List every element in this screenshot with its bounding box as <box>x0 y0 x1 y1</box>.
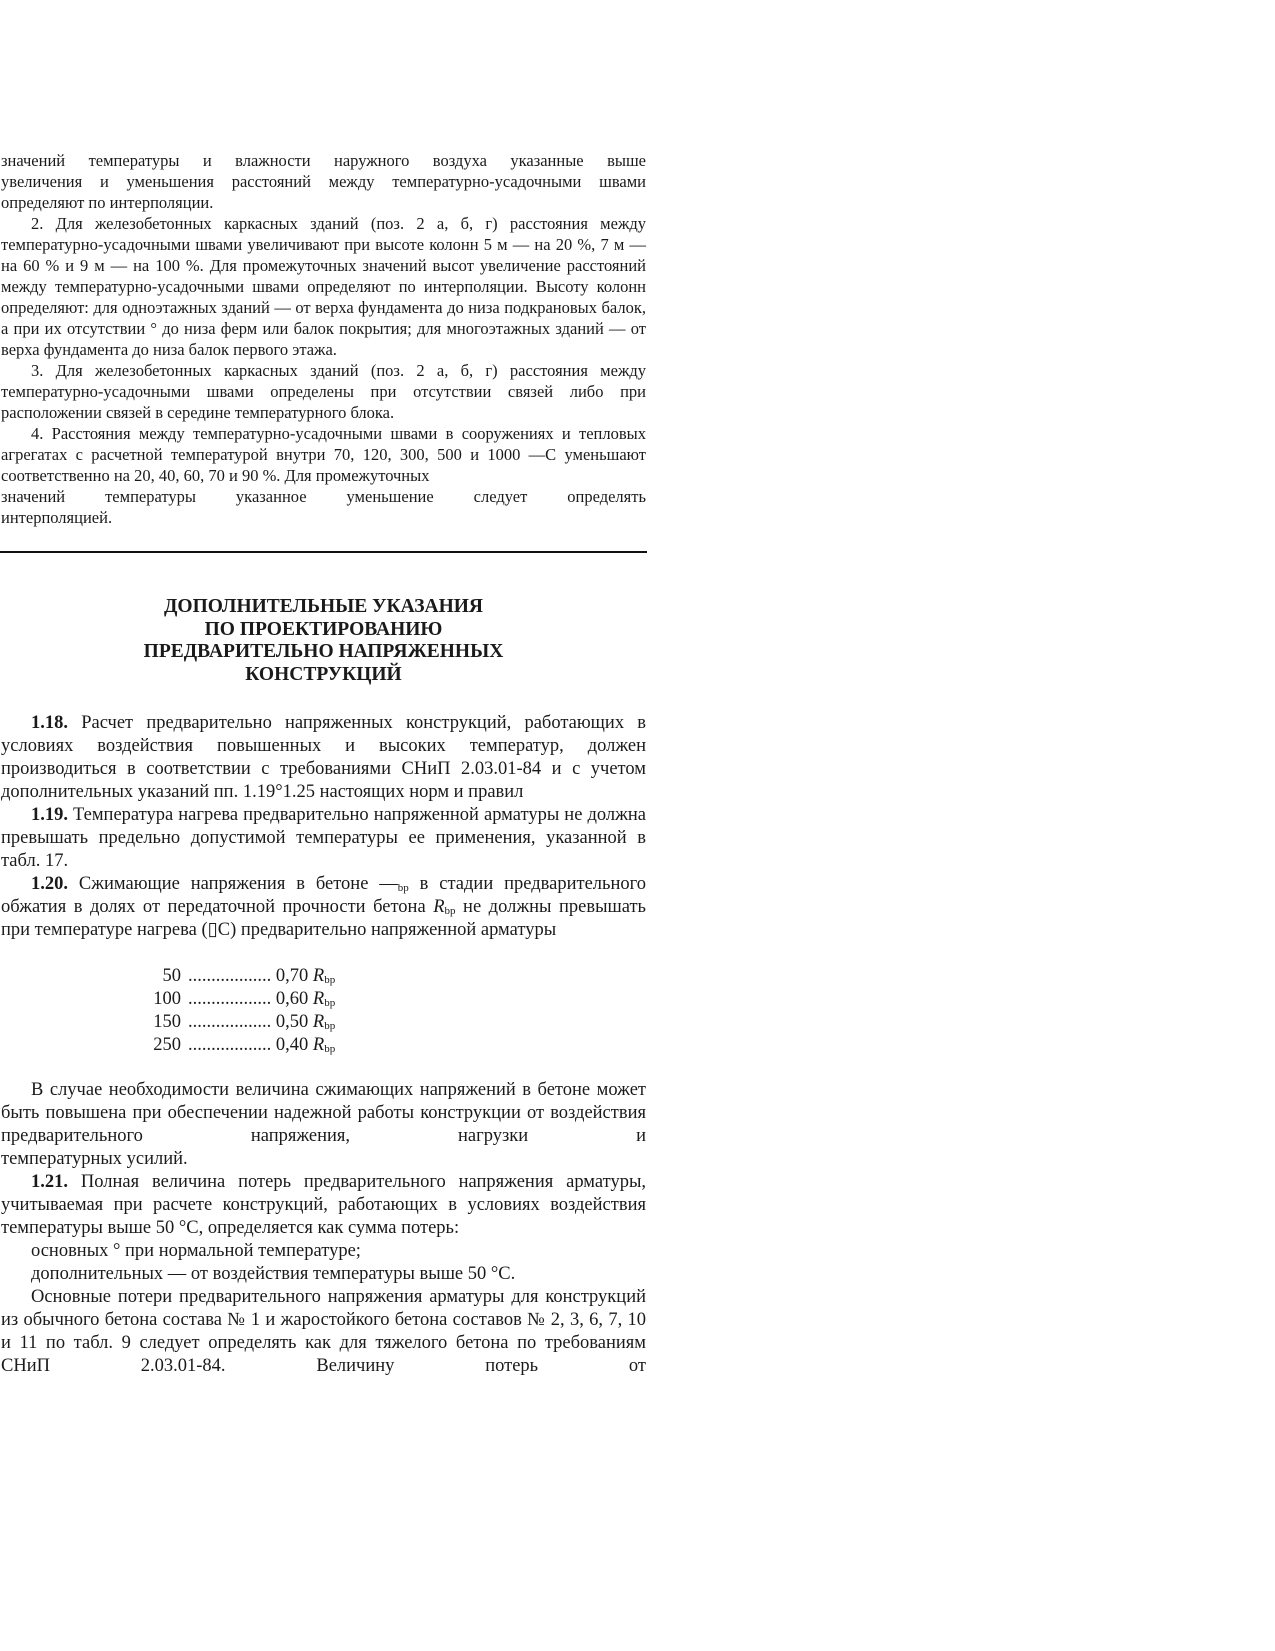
paragraph: температурных усилий. <box>1 1149 188 1169</box>
note-continuation: значений температуры и влажности наружного воздуха указанные выше <box>1 151 646 170</box>
clause-1-18 <box>1 712 646 804</box>
note-continuation: увеличения и уменьшения расстояний между температурно-усадочными швами определяют по интерполяции. <box>1 172 646 212</box>
clause-text: в стадии предварительного обжатия в долях от передаточной прочности бетона <box>1 874 646 917</box>
table-notes <box>1 150 646 528</box>
clause-1-19 <box>1 804 646 873</box>
clause-number: 1.21. <box>31 1172 68 1192</box>
clause-1-20 <box>1 873 646 942</box>
main-text <box>1 712 646 1378</box>
clause-text: Расчет предварительно напряженных конструкций, работающих в условиях воздействия повышенных и высоких температур, должен производиться в соответствии с требованиями СНиП 2.03.01-84 и с учетом дополнительных указаний пп. 1.19°1.25 настоящих норм и правил <box>1 713 646 802</box>
list-item: 150 .................. 0,50 $R_{bp}$ <box>153 1012 336 1032</box>
divider <box>0 551 647 553</box>
list-item: 100 .................. 0,60 $R_{bp}$ <box>153 989 336 1009</box>
clause-number: 1.20. <box>31 874 68 894</box>
list-item: дополнительных — от воздействия температуры выше 50 °С. <box>31 1264 516 1284</box>
note-4: значений температуры указанное уменьшение следует определять <box>1 487 646 506</box>
paragraph: Основные потери предварительного напряжения арматуры для конструкций из обычного бетона состава № 1 и жаростойкого бетона составов № 2, 3, 6, 7, 10 и 11 по табл. 9 следует определять как для тяжелого бетона по требованиям СНиП 2.03.01-84. Величину потерь от <box>1 1287 646 1376</box>
heading-line: КОНСТРУКЦИЙ <box>245 663 402 685</box>
note-3: 3. Для железобетонных каркасных зданий (поз. 2 а, б, г) расстояния между температурно-усадочными швами определены при отсутствии связей либо при расположении связей в середине температурного блока. <box>1 361 646 422</box>
note-4: 4. Расстояния между температурно-усадочными швами в сооружениях и тепловых агрегатах с расчетной температурой внутри 70, 120, 300, 500 и 1000 —С уменьшают соответственно на 20, 40, 60, 70 и 90 %. Для промежуточных <box>1 424 646 485</box>
subscript: bp <box>444 905 456 917</box>
list-item: основных ° при нормальной температуре; <box>31 1241 361 1261</box>
list-item: 250 .................. 0,40 $R_{bp}$ <box>153 1035 336 1055</box>
section-heading <box>1 596 646 686</box>
heading-line: ПО ПРОЕКТИРОВАНИЮ <box>204 618 443 640</box>
note-2: 2. Для железобетонных каркасных зданий (поз. 2 а, б, г) расстояния между температурно-усадочными швами увеличивают при высоте колонн 5 м — на 20 %, 7 м — на 60 % и 9 м — на 100 %. Для промежуточных значений высот увеличение расстояний между температурно-усадочными швами определяют по интерполяции. Высоту колонн определяют: для одноэтажных зданий — от верха фундамента до низа подкрановых балок, а при их отсутствии ° до низа ферм или балок покрытия; для многоэтажных зданий — от верха фундамента до низа балок первого этажа. <box>1 214 646 359</box>
heading-line: ПРЕДВАРИТЕЛЬНО НАПРЯЖЕННЫХ <box>143 641 504 662</box>
paragraph: В случае необходимости величина сжимающих напряжений в бетоне может быть повышена при обеспечении надежной работы конструкции от воздействия предварительного напряжения, нагрузки и <box>1 1080 646 1146</box>
heading-line: ДОПОЛНИТЕЛЬНЫЕ УКАЗАНИЯ <box>163 596 484 617</box>
clause-text: не должны превышать при температуре нагрева (▯С) предварительно напряженной арматуры <box>1 897 646 940</box>
note-4: интерполяцией. <box>1 508 113 527</box>
clause-text: Температура нагрева предварительно напряженной арматуры не должна превышать предельно допустимой температуры ее применения, указанной в табл. 17. <box>1 805 646 871</box>
clause-number: 1.19. <box>31 805 68 825</box>
subscript: bp <box>397 882 409 894</box>
clause-1-21 <box>1 1171 646 1240</box>
clause-text: Сжимающие напряжения в бетоне — <box>68 874 398 894</box>
clause-number: 1.18. <box>31 713 68 733</box>
clause-text: Полная величина потерь предварительного напряжения арматуры, учитываемая при расчете конструкций, работающих в условиях воздействия температуры выше 50 °С, определяется как сумма потерь: <box>1 1172 646 1238</box>
symbol: R <box>433 897 445 917</box>
list-item: 50 .................. 0,70 $R_{bp}$ <box>162 966 336 986</box>
stress-ratio-list <box>1 965 646 1057</box>
